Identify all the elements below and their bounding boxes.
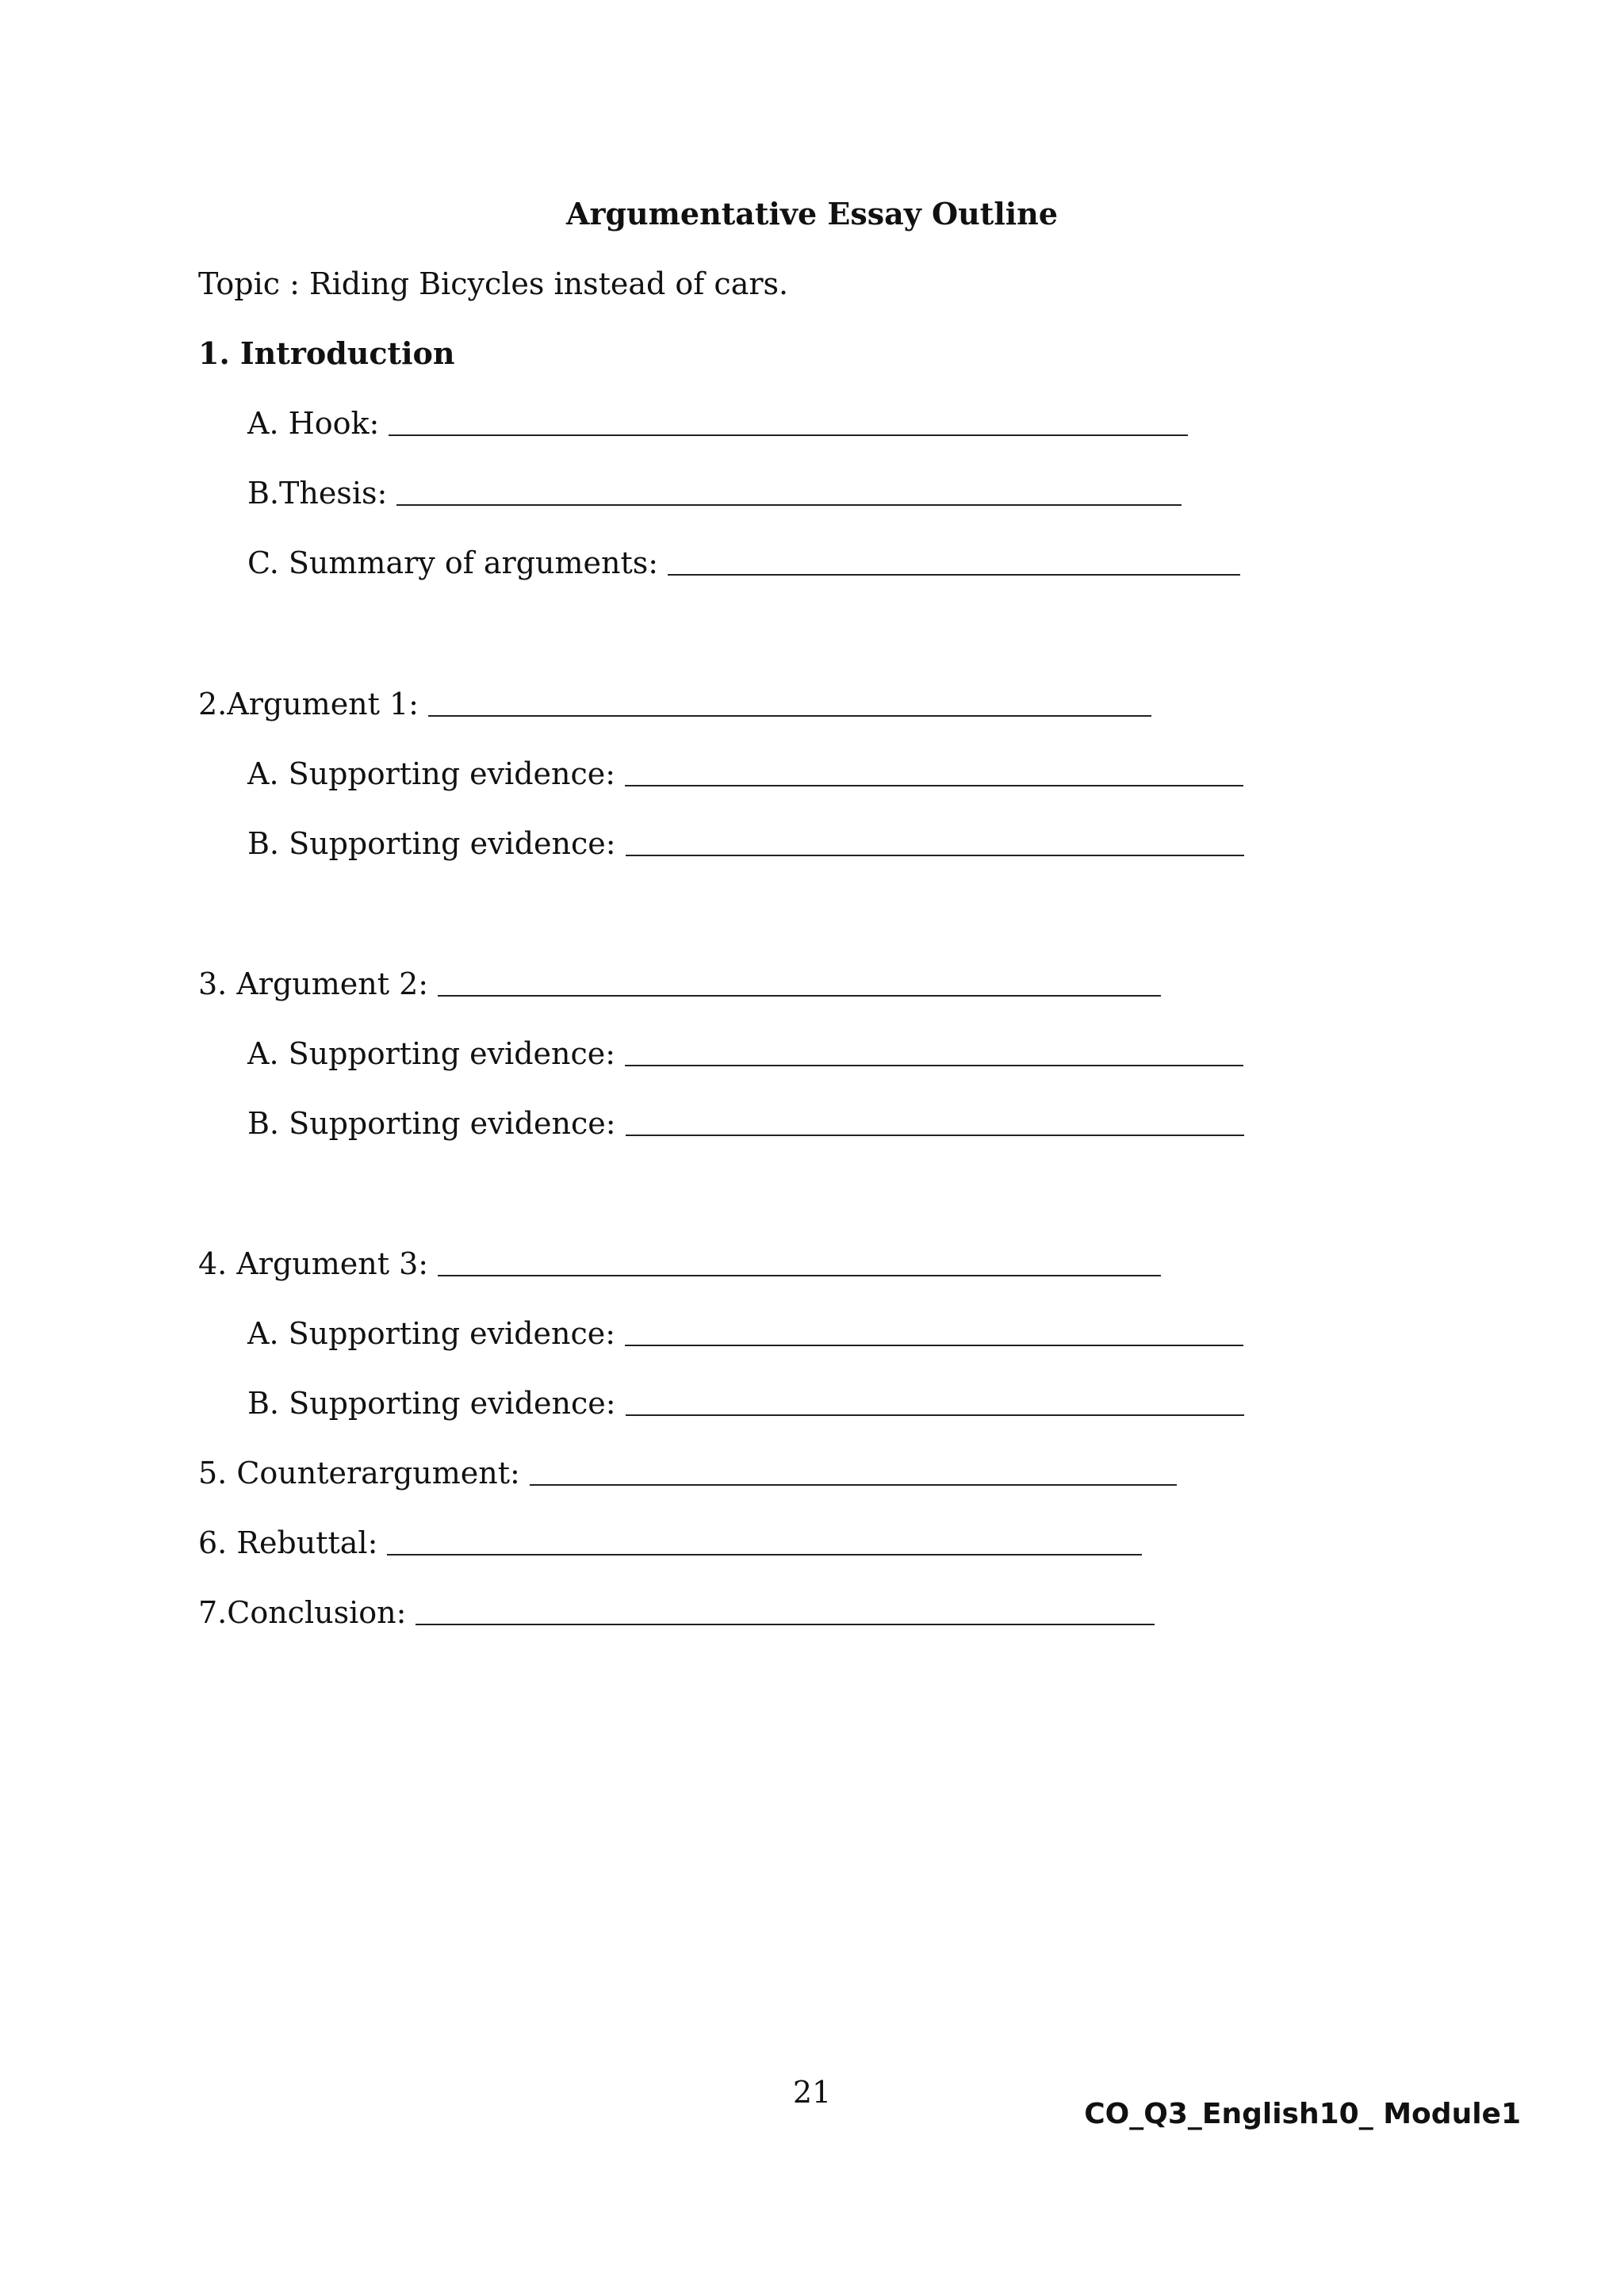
- summary-line: [247, 544, 1240, 582]
- argument3-evidence-a-blank[interactable]: [625, 1345, 1243, 1346]
- counterargument-blank[interactable]: [530, 1484, 1177, 1486]
- module-code: CO_Q3_English10_ Module1: [1084, 2098, 1521, 2130]
- argument1-evidence-a-line: [247, 755, 1243, 793]
- argument2-evidence-b-blank[interactable]: [626, 1135, 1244, 1136]
- summary-label: C. Summary of arguments:: [247, 545, 659, 580]
- argument2-evidence-a-label: A. Supporting evidence:: [247, 1036, 616, 1071]
- argument2-evidence-b-label: B. Supporting evidence:: [247, 1106, 616, 1141]
- argument2-label: 3. Argument 2:: [198, 966, 429, 1001]
- argument3-evidence-b-label: B. Supporting evidence:: [247, 1386, 616, 1421]
- argument3-evidence-a-label: A. Supporting evidence:: [247, 1316, 616, 1351]
- counterargument-line: [198, 1454, 1177, 1492]
- thesis-label: B.Thesis:: [247, 476, 388, 511]
- hook-label: A. Hook:: [247, 406, 380, 441]
- argument3-blank[interactable]: [438, 1275, 1161, 1276]
- argument1-evidence-a-label: A. Supporting evidence:: [247, 756, 616, 791]
- rebuttal-line: [198, 1524, 1142, 1562]
- argument1-evidence-b-blank[interactable]: [626, 855, 1244, 856]
- argument2-blank[interactable]: [438, 995, 1161, 997]
- rebuttal-label: 6. Rebuttal:: [198, 1525, 378, 1560]
- argument3-evidence-b-line: [247, 1384, 1244, 1422]
- topic-line: [198, 265, 788, 303]
- argument2-evidence-a-blank[interactable]: [625, 1065, 1243, 1066]
- topic-text: Topic : Riding Bicycles instead of cars.: [198, 266, 789, 301]
- thesis-blank[interactable]: [396, 504, 1182, 506]
- argument1-evidence-b-label: B. Supporting evidence:: [247, 826, 616, 861]
- hook-line: [247, 404, 1188, 442]
- argument2-evidence-b-line: [247, 1104, 1244, 1142]
- hook-blank[interactable]: [389, 434, 1188, 436]
- counterargument-label: 5. Counterargument:: [198, 1456, 520, 1490]
- argument1-blank[interactable]: [428, 715, 1151, 717]
- page-title: Argumentative Essay Outline: [565, 196, 1058, 232]
- conclusion-blank[interactable]: [416, 1624, 1155, 1625]
- summary-blank[interactable]: [668, 574, 1240, 576]
- rebuttal-blank[interactable]: [387, 1554, 1142, 1556]
- argument1-evidence-b-line: [247, 825, 1244, 863]
- argument2-line: [198, 965, 1161, 1003]
- conclusion-line: [198, 1594, 1155, 1632]
- argument3-label: 4. Argument 3:: [198, 1246, 429, 1281]
- introduction-heading-line: [198, 335, 455, 373]
- argument3-line: [198, 1245, 1161, 1283]
- introduction-heading: 1. Introduction: [198, 335, 455, 371]
- page-number: 21: [792, 2075, 832, 2110]
- argument2-evidence-a-line: [247, 1035, 1243, 1073]
- thesis-line: [247, 474, 1182, 512]
- argument3-evidence-b-blank[interactable]: [626, 1414, 1244, 1416]
- conclusion-label: 7.Conclusion:: [198, 1595, 407, 1630]
- argument3-evidence-a-line: [247, 1314, 1243, 1353]
- argument1-line: [198, 685, 1151, 723]
- argument1-label: 2.Argument 1:: [198, 687, 419, 721]
- argument1-evidence-a-blank[interactable]: [625, 785, 1243, 786]
